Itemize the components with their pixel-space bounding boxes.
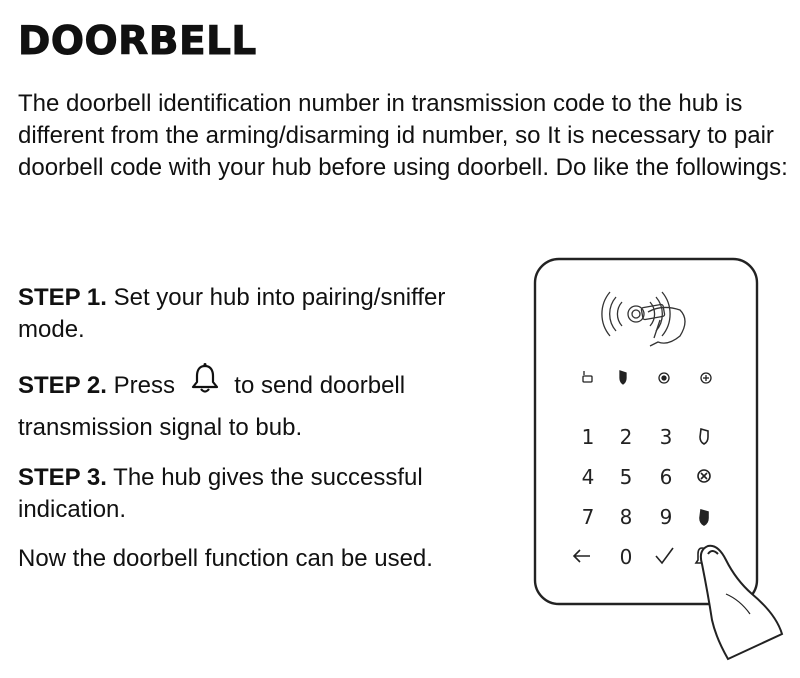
key-1: 1 xyxy=(581,425,595,449)
step-2-text-after: to send doorbell xyxy=(234,372,406,399)
keypad-illustration xyxy=(530,254,800,664)
key-6: 6 xyxy=(659,465,673,489)
key-5: 5 xyxy=(619,465,633,489)
bell-icon xyxy=(188,361,222,395)
key-7: 7 xyxy=(581,505,595,529)
key-3: 3 xyxy=(659,425,673,449)
step-1-label: STEP 1. xyxy=(18,284,107,311)
key-4: 4 xyxy=(581,465,595,489)
key-8: 8 xyxy=(619,505,633,529)
step-2-continued: transmission signal to bub. xyxy=(18,414,303,441)
step-3-label: STEP 3. xyxy=(18,464,107,491)
step-1 xyxy=(18,282,488,346)
step-3 xyxy=(18,462,488,526)
key-9: 9 xyxy=(659,505,673,529)
key-2: 2 xyxy=(619,425,633,449)
step-2-text-before: Press xyxy=(106,372,175,399)
disarm-icon xyxy=(700,510,708,525)
step-1-text: Set your hub into pairing/sniffer mode. xyxy=(18,284,446,343)
final-note: Now the doorbell function can be used. xyxy=(18,545,433,572)
keypad-body xyxy=(535,259,757,604)
key-0: 0 xyxy=(619,545,633,569)
step-2-label: STEP 2. xyxy=(18,372,107,399)
intro-paragraph: The doorbell identification number in transmission code to the hub is different from the arming/disarming id number, so It is necessary to pair doorbell code with your hub before using doorbell. Do like the followings: xyxy=(18,90,788,181)
home-shield-icon xyxy=(620,371,626,384)
step-3-text: The hub gives the successful indication. xyxy=(18,464,423,523)
page-title: DOORBELL xyxy=(18,19,257,64)
step-2 xyxy=(18,361,405,402)
keypad-drawing xyxy=(530,254,800,664)
